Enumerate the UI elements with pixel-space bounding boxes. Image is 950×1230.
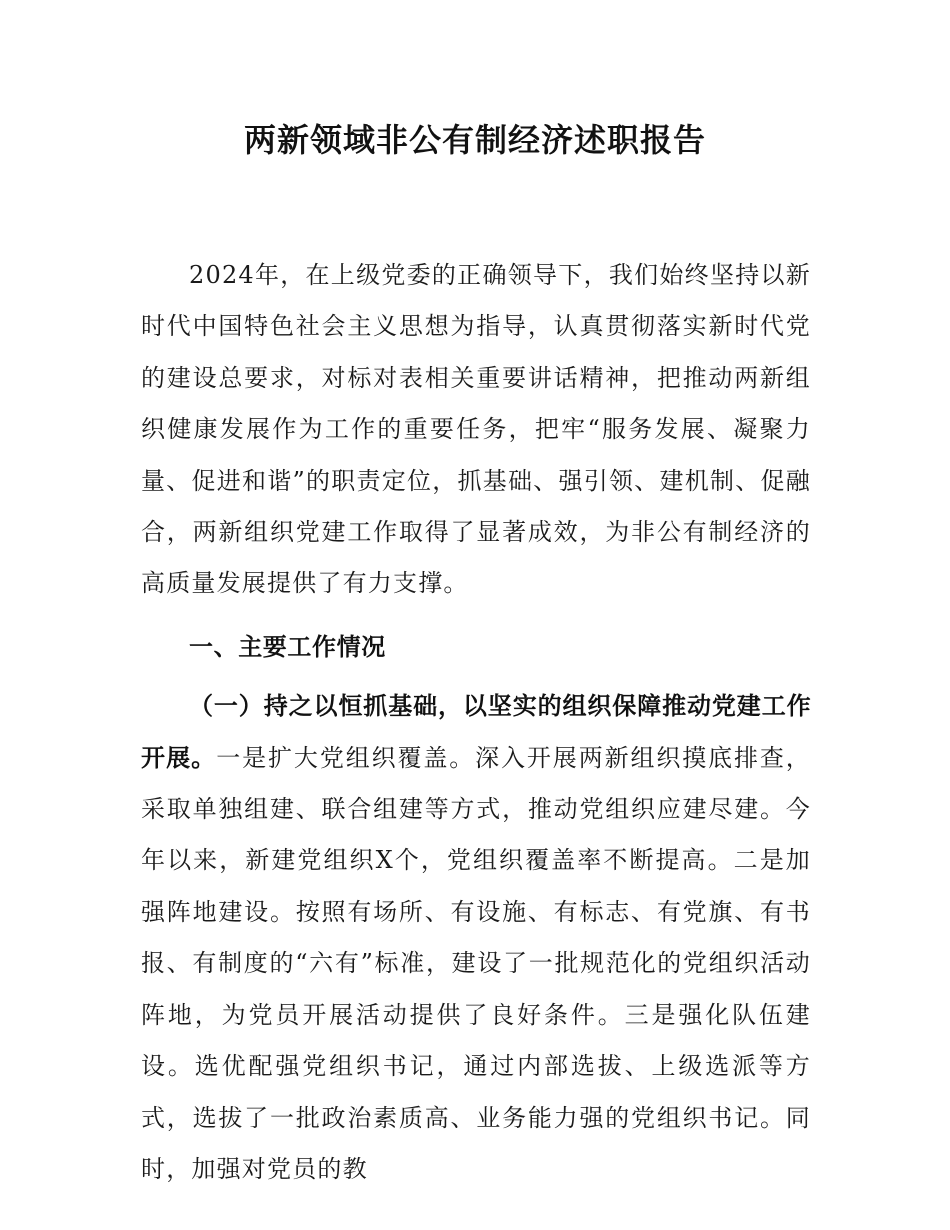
intro-paragraph: 2024年，在上级党委的正确领导下，我们始终坚持以新时代中国特色社会主义思想为指导，认真贯彻落实新时代党的建设总要求，对标对表相关重要讲话精神，把推动两新组织健康发展作为工作的重要任务，把牢“服务发展、凝聚力量、促进和谐”的职责定位，抓基础、强引领、建机制、促融合，两新组织党建工作取得了显著成效，为非公有制经济的高质量发展提供了有力支撑。 bbox=[141, 261, 811, 598]
section-heading: 一、主要工作情况 bbox=[189, 632, 386, 661]
page-title: 两新领域非公有制经济述职报告 bbox=[243, 121, 706, 159]
subsection-body: 一是扩大党组织覆盖。深入开展两新组织摸底排查，采取单独组建、联合组建等方式，推动党组织应建尽建。今年以来，新建党组织X个，党组织覆盖率不断提高。二是加强阵地建设。按照有场所、有设施、有标志、有党旗、有书报、有制度的“六有”标准，建设了一批规范化的党组织活动阵地，为党员开展活动提供了良好条件。三是强化队伍建设。选优配强党组织书记，通过内部选拔、上级选派等方式，选拔了一批政治素质高、业务能力强的党组织书记。同时，加强对党员的教 bbox=[141, 743, 811, 1183]
subsection-paragraph bbox=[141, 681, 811, 1195]
document-body bbox=[141, 250, 811, 1195]
subsection-lead: （一）持之以恒抓基础，以坚实的组织保障推动党建工作开展。 bbox=[141, 692, 811, 772]
